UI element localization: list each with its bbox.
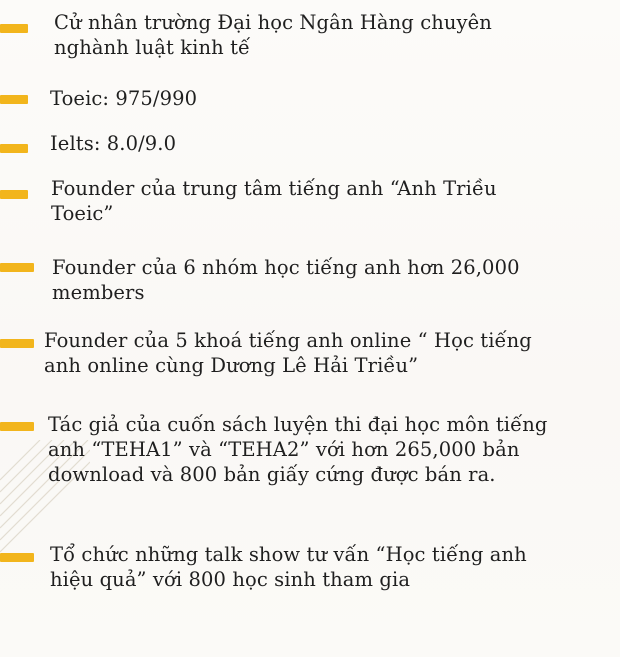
item-line: download và 800 bản giấy cứng được bán ra.	[48, 463, 496, 486]
item-line: Founder của 6 nhóm học tiếng anh hơn 26,000	[52, 256, 520, 279]
item-line: anh online cùng Dương Lê Hải Triều”	[44, 354, 419, 377]
item-line: Founder của 5 khoá tiếng anh online “ Học tiếng	[44, 329, 532, 352]
item-line: nghành luật kinh tế	[54, 36, 251, 59]
item-line: Ielts: 8.0/9.0	[50, 132, 177, 155]
item-text	[44, 328, 532, 378]
bullet-bar-icon	[0, 190, 28, 199]
item-line: Founder của trung tâm tiếng anh “Anh Triều	[51, 177, 497, 200]
item-text	[50, 542, 527, 592]
item-text	[48, 412, 547, 487]
item-line: Cử nhân trường Đại học Ngân Hàng chuyên	[54, 11, 492, 34]
item-line: members	[52, 281, 145, 304]
bullet-bar-icon	[0, 339, 34, 348]
item-text	[51, 176, 497, 226]
item-line: anh “TEHA1” và “TEHA2” với hơn 265,000 bản	[48, 438, 520, 461]
item-text	[50, 86, 197, 111]
bullet-bar-icon	[0, 24, 28, 33]
item-text	[52, 255, 520, 305]
bullet-bar-icon	[0, 263, 34, 272]
item-text	[54, 10, 492, 60]
item-text	[50, 131, 176, 156]
item-line: Tác giả của cuốn sách luyện thi đại học môn tiếng	[48, 413, 548, 436]
item-line: Tổ chức những talk show tư vấn “Học tiếng anh	[50, 543, 527, 566]
item-line: Toeic: 975/990	[50, 87, 198, 110]
item-line: hiệu quả” với 800 học sinh tham gia	[50, 568, 411, 591]
item-line: Toeic”	[51, 202, 114, 225]
bullet-bar-icon	[0, 144, 28, 153]
bullet-bar-icon	[0, 422, 34, 431]
bullet-bar-icon	[0, 553, 34, 562]
bullet-bar-icon	[0, 95, 28, 104]
